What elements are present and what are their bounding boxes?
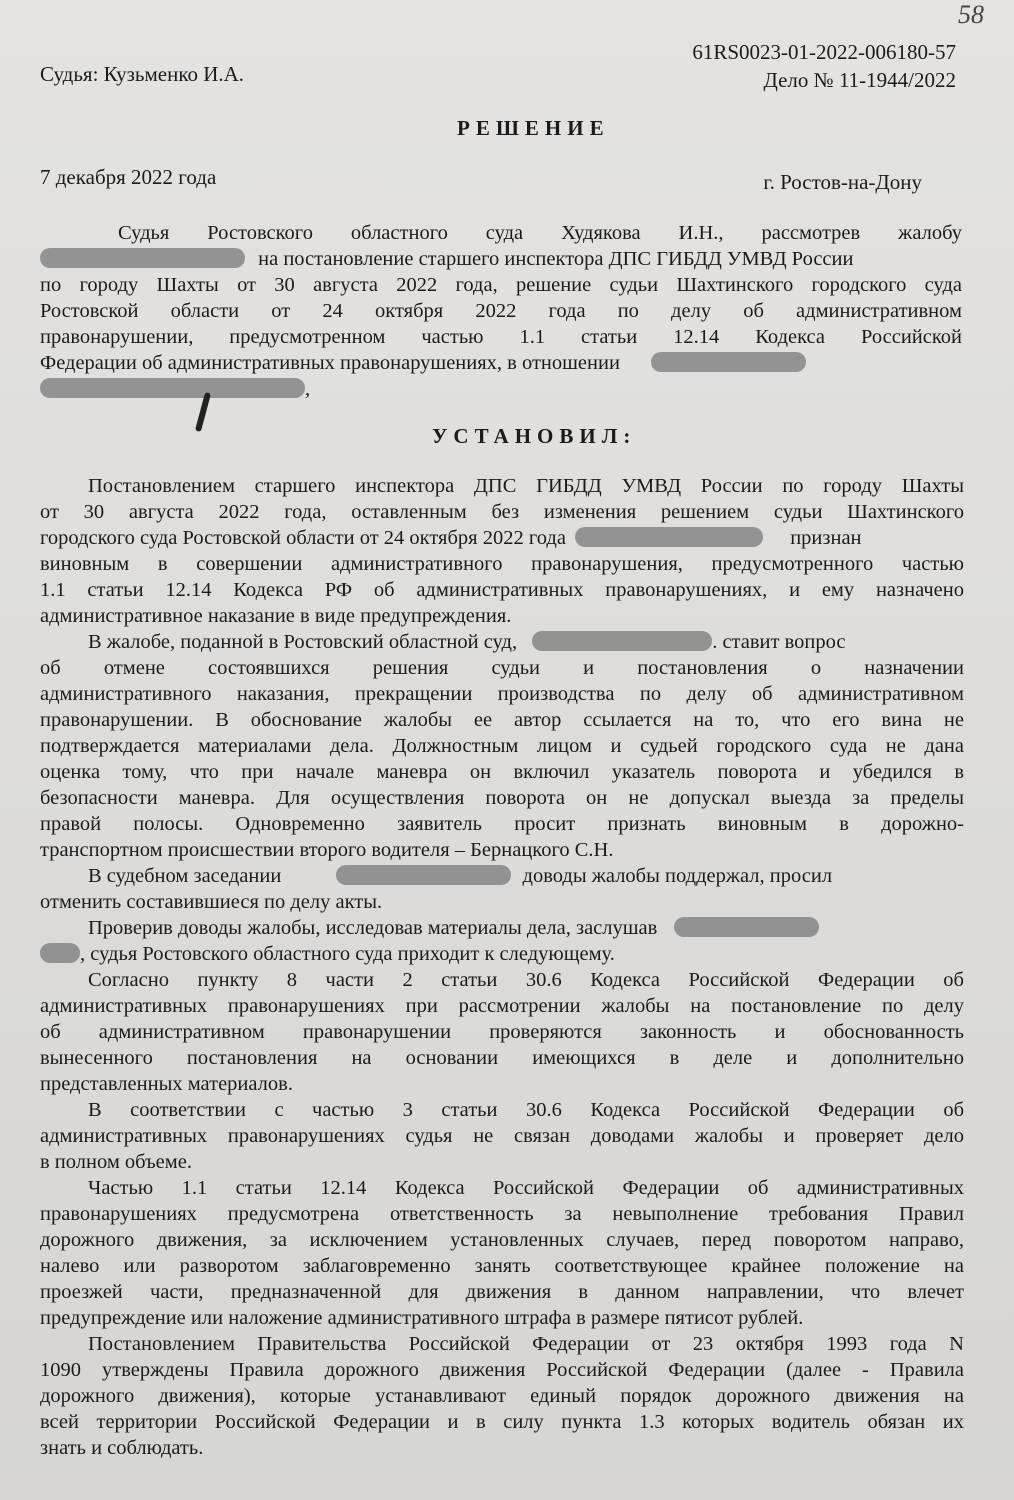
document-city: г. Ростов-на-Дону: [763, 170, 922, 194]
body-line: административного наказания, прекращении производства по делу об административном: [40, 683, 964, 705]
body-line: административное наказание в виде предупреждения.: [40, 605, 512, 627]
body-line: Постановлением старшего инспектора ДПС ГИБДД УМВД России по городу Шахты: [88, 475, 964, 497]
body-line: В соответствии с частью 3 статьи 30.6 Кодекса Российской Федерации об: [88, 1099, 964, 1121]
body-line: безопасности маневра. Для осуществления поворота он не допускал выезда за пределы: [40, 787, 964, 809]
redacted-name: [532, 631, 712, 651]
case-number: Дело № 11-1944/2022: [763, 68, 956, 92]
body-line: всей территории Российской Федерации и в силу пункта 1.3 которых водитель обязан их: [40, 1411, 964, 1433]
case-id: 61RS0023-01-2022-006180-57: [692, 40, 956, 64]
body-line: дорожного движения), которые устанавливают единый порядок дорожного движения на: [40, 1385, 964, 1407]
body-line: Постановлением Правительства Российской Федерации от 23 октября 1993 года N: [88, 1333, 964, 1355]
intro-line-6: Федерации об административных правонарушениях, в отношении: [40, 350, 964, 376]
document-date: 7 декабря 2022 года: [40, 165, 217, 189]
redacted-name: [651, 352, 806, 372]
intro-line-2: на постановление старшего инспектора ДПС ГИБДД УМВД России: [40, 246, 964, 272]
intro-line-4: Ростовской области от 24 октября 2022 года по делу об административном: [40, 300, 962, 322]
body-line: Проверив доводы жалобы, исследовав материалы дела, заслушав: [88, 915, 964, 941]
intro-line-3: по городу Шахты от 30 августа 2022 года, решение судьи Шахтинского городского суда: [40, 274, 962, 296]
body-line: виновным в совершении административного правонарушения, предусмотренного частью: [40, 553, 964, 575]
redacted-name: [40, 378, 305, 398]
body-line: дорожного движения, за исключением установленных случаев, перед поворотом направо,: [40, 1229, 964, 1251]
body-line: от 30 августа 2022 года, оставленным без изменения решением судьи Шахтинского: [40, 501, 964, 523]
section-title: УСТАНОВИЛ:: [432, 424, 637, 448]
redacted-name: [336, 865, 511, 885]
body-line: об отмене состоявшихся решения судьи и постановления о назначении: [40, 657, 964, 679]
body-line: В жалобе, поданной в Ростовский областной суд, . ставит вопрос: [88, 631, 846, 653]
body-line: правонарушении. В обоснование жалобы ее автор ссылается на то, что его вина не: [40, 709, 964, 731]
body-line: проезжей части, предназначенной для движения в данном направлении, что влечет: [40, 1281, 964, 1303]
body-line: правонарушениях предусмотрена ответственность за невыполнение требования Правил: [40, 1203, 964, 1225]
body-line: об административном правонарушении проверяются законность и обоснованность: [40, 1021, 964, 1043]
body-line: предупреждение или наложение административного штрафа в размере пятисот рублей.: [40, 1307, 804, 1329]
body-line: городского суда Ростовской области от 24 октября 2022 года признан: [40, 527, 862, 549]
body-line: знать и соблюдать.: [40, 1437, 204, 1459]
body-line: представленных материалов.: [40, 1073, 293, 1095]
redacted-name: [575, 527, 763, 547]
body-line: транспортном происшествии второго водителя – Бернацкого С.Н.: [40, 839, 614, 861]
judge-label: Судья: Кузьменко И.А.: [40, 62, 245, 86]
body-line: правой полосы. Одновременно заявитель просит признать виновным в дорожно-: [40, 813, 964, 835]
body-line: подтверждается материалами дела. Должностным лицом и судьей городского суда не дана: [40, 735, 964, 757]
document-title: РЕШЕНИЕ: [457, 116, 610, 140]
redacted-name: [674, 917, 819, 937]
body-line: 1.1 статьи 12.14 Кодекса РФ об административных правонарушениях, и ему назначено: [40, 579, 964, 601]
body-line: отменить составившиеся по делу акты.: [40, 891, 383, 913]
body-line: административных правонарушениях при рассмотрении жалобы на постановление по делу: [40, 995, 964, 1017]
intro-line-5: правонарушении, предусмотренном частью 1.1 статьи 12.14 Кодекса Российской: [40, 326, 962, 348]
page-number-handwritten: 58: [958, 0, 984, 29]
intro-line-1: Судья Ростовского областного суда Худякова И.Н., рассмотрев жалобу: [118, 222, 962, 244]
body-line: Согласно пункту 8 части 2 статьи 30.6 Кодекса Российской Федерации об: [88, 969, 964, 991]
body-line: Частью 1.1 статьи 12.14 Кодекса Российской Федерации об административных: [88, 1177, 964, 1199]
body-line: , судья Ростовского областного суда приходит к следующему.: [40, 941, 964, 967]
body-line: налево или разворотом заблаговременно занять соответствующее крайнее положение на: [40, 1255, 964, 1277]
body-line: оценка тому, что при начале маневра он включил указатель поворота и убедился в: [40, 761, 964, 783]
redacted-name: [40, 248, 245, 268]
body-line: административных правонарушениях судья не связан доводами жалобы и проверяет дело: [40, 1125, 964, 1147]
body-line: вынесенного постановления на основании имеющихся в деле и дополнительно: [40, 1047, 964, 1069]
body-line: 1090 утверждены Правила дорожного движения Российской Федерации (далее - Правила: [40, 1359, 964, 1381]
body-line: В судебном заседании доводы жалобы поддержал, просил: [88, 865, 833, 887]
intro-line-7: ,: [40, 376, 964, 402]
redacted-name: [40, 943, 80, 963]
body-line: в полном объеме.: [40, 1151, 192, 1173]
